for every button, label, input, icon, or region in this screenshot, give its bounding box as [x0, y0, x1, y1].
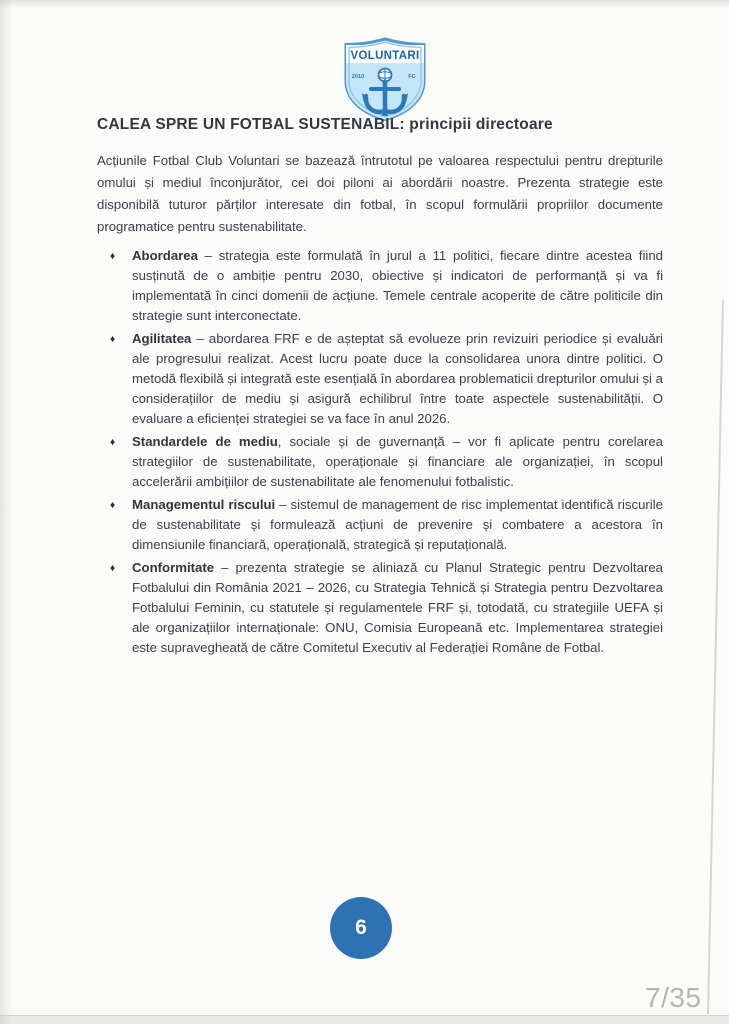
bullet-item-managementul-riscului — [97, 495, 663, 555]
bullet-item-agilitatea — [97, 329, 663, 429]
bullet-text: – sistemul de management de risc implementat identifică riscurile de sustenabilitate și formulează acțiuni de prevenire și combatere a acestora în dimensiunile financiară, operațională, strategică și reputațională. — [132, 497, 663, 552]
bullet-term: Standardele de mediu — [132, 434, 278, 449]
diamond-bullet-icon: ♦ — [110, 563, 116, 574]
bullet-text: – strategia este formulată în jurul a 11 politici, fiecare dintre acestea fiind susținută de o ambiție pentru 2030, obiective și indicatori de performanță și va fi implementată în cinci domenii de acțiune. Temele centrale acoperite de către politicile din strategie sunt interconectate. — [132, 248, 663, 323]
page-number-badge — [330, 897, 392, 959]
bullet-term: Agilitatea — [132, 331, 192, 346]
page-title: CALEA SPRE UN FOTBAL SUSTENABIL: principii directoare — [97, 116, 553, 133]
bullet-item-abordarea — [97, 246, 663, 326]
principles-list — [97, 246, 663, 661]
diamond-bullet-icon: ♦ — [110, 500, 116, 511]
bullet-term: Abordarea — [132, 248, 198, 263]
bullet-text: – prezenta strategie se aliniază cu Planul Strategic pentru Dezvoltarea Fotbalului din România 2021 – 2026, cu Strategia Tehnică și Strategia pentru Dezvoltarea Fotbalului Feminin, cu statutele și regulamentele FRF și, totodată, cu strategiile UEFA și ale organizațiilor internaționale: ONU, Comisia Europeană etc. Implementarea strategiei este supravegheată de către Comitetul Executiv al Federației Române de Fotbal. — [132, 560, 663, 655]
diamond-bullet-icon: ♦ — [110, 334, 116, 345]
bullet-term: Conformitate — [132, 560, 215, 575]
scan-bottom-edge — [0, 1015, 729, 1024]
diamond-bullet-icon: ♦ — [110, 437, 116, 448]
logo-fc-text: FC — [408, 74, 416, 80]
page-number: 6 — [355, 916, 367, 939]
bullet-item-standardele-de-mediu — [97, 432, 663, 492]
intro-paragraph: Acțiunile Fotbal Club Voluntari se bazează întrutotul pe valoarea respectului pentru drepturile omului și mediul înconjurător, cei doi piloni ai abordării noastre. Prezenta strategie este disponibilă tuturor părților interesate din fotbal, în scopul formulării propriilor documente programatice pentru sustenabilitate. — [97, 153, 663, 234]
page-indicator: 7/35 — [645, 982, 702, 1013]
logo-club-name: VOLUNTARI — [350, 50, 420, 62]
bullet-text: – abordarea FRF e de așteptat să evolueze prin revizuiri periodice și evaluări ale progresului realizat. Acest lucru poate duce la consolidarea unora dintre politici. O metodă flexibilă și integrată este esențială în abordarea problematicii drepturilor omului și a considerațiilor de mediu și asigură echilibrul între toate aspectele sustenabilității. O evaluare a eficienței strategiei se va face în anul 2026. — [132, 331, 663, 426]
bullet-term: Managementul riscului — [132, 497, 276, 512]
diamond-bullet-icon: ♦ — [110, 251, 116, 262]
bullet-item-conformitate — [97, 558, 663, 658]
logo-founding-year: 2010 — [351, 74, 365, 80]
scan-top-shade — [0, 0, 729, 8]
scan-left-shade — [0, 0, 12, 1024]
club-crest-logo — [342, 37, 428, 121]
crest-shield-icon — [342, 37, 428, 121]
scan-edge-line — [707, 300, 724, 1014]
bullet-text: , sociale și de guvernanță – vor fi aplicate pentru corelarea strategiilor de sustenabilitate, operaționale și financiare ale organizației, în scopul accelerării ambițiilor de sustenabilitate ale fenomenului fotbalistic. — [132, 434, 663, 489]
